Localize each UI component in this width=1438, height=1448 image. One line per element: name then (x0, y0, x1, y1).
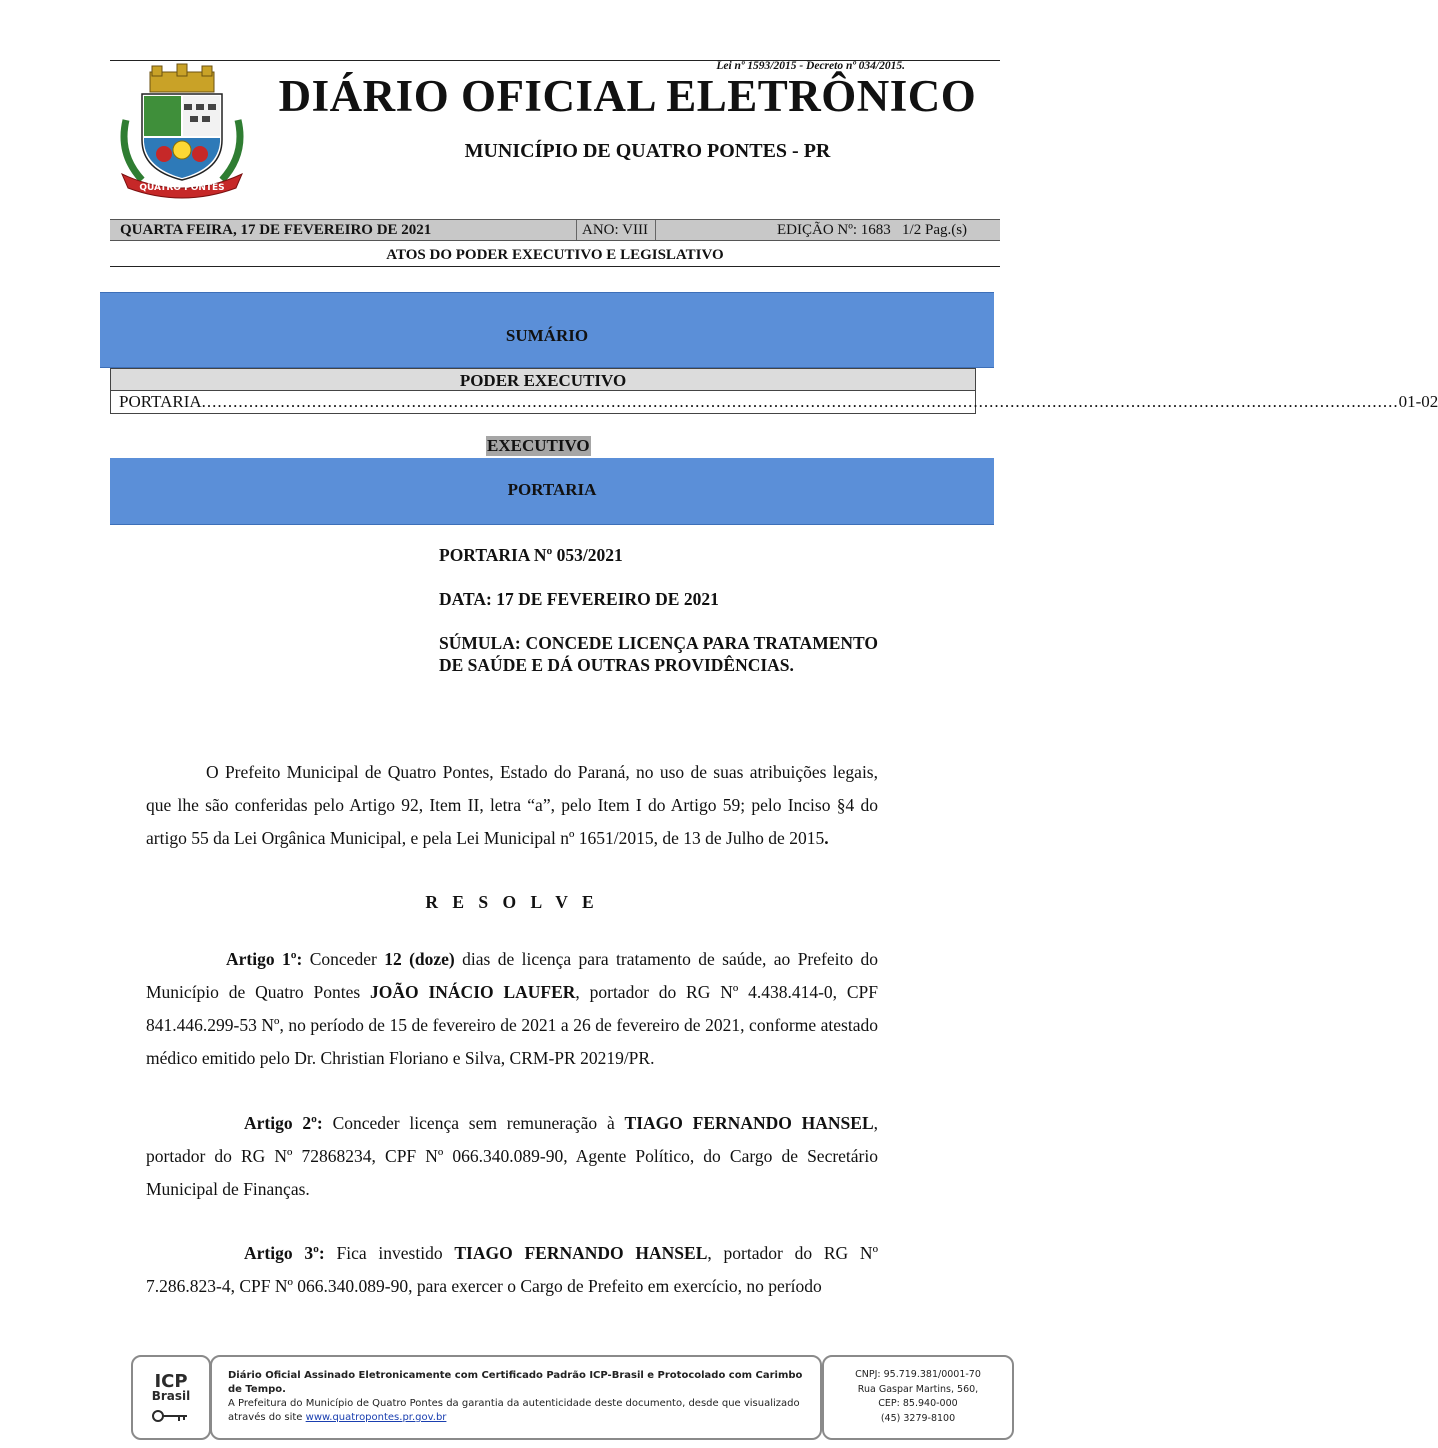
icp-brasil-seal (131, 1355, 211, 1440)
article-3-text: Fica investido (324, 1243, 455, 1263)
article-2-label: Artigo 2º: (244, 1113, 323, 1133)
intro-paragraph (146, 756, 878, 855)
intro-text: O Prefeito Municipal de Quatro Pontes, Estado do Paraná, no uso de suas atribuições legais, que lhe são conferidas pelo Artigo 92, Item II, letra “a”, pelo Item I do Artigo 59; pelo Inciso §4 do artigo 55 da Lei Orgânica Municipal, e pela Lei Municipal nº 1651/2015, de 13 de Julho de 2015 (146, 762, 878, 848)
icp-brasil-logo (133, 1373, 209, 1403)
article-3-label: Artigo 3º: (244, 1243, 325, 1263)
info-separator (655, 220, 656, 240)
summary-leader-dots: .................................................................................................................................................................................................................................... (201, 392, 1399, 411)
info-separator (576, 220, 577, 240)
article-1-text: Conceder (302, 949, 385, 969)
municipality-name: MUNICÍPIO DE QUATRO PONTES - PR (464, 140, 831, 162)
summary-item-label: PORTARIA (119, 392, 202, 411)
portaria-band (110, 458, 994, 525)
edition-date: QUARTA FEIRA, 17 DE FEVEREIRO DE 2021 (120, 222, 432, 238)
portaria-band-title: PORTARIA (507, 480, 597, 499)
municipality-website-link[interactable]: www.quatropontes.pr.gov.br (305, 1412, 447, 1423)
section-heading: ATOS DO PODER EXECUTIVO E LEGISLATIVO (386, 247, 724, 263)
portaria-date: DATA: 17 DE FEVEREIRO DE 2021 (439, 589, 719, 609)
section-rule (110, 266, 1000, 267)
resolve-heading: R E S O L V E (425, 892, 599, 912)
article-1-name: JOÃO INÁCIO LAUFER (370, 982, 576, 1002)
icp-logo-line1: ICP (154, 1371, 188, 1392)
address: Rua Gaspar Martins, 560, (857, 1383, 979, 1395)
contact-info-box (822, 1355, 1014, 1440)
crest-ribbon-text: QUATRO PONTES (139, 183, 225, 193)
summary-title: SUMÁRIO (505, 326, 589, 345)
article-3-text: , portador do RG Nº 7.286.823-4, CPF Nº 066.340.089-90, para exercer o Cargo de Prefeito em exercício, no período (146, 1243, 878, 1296)
signature-notice-box (210, 1355, 822, 1440)
summary-table (110, 368, 1438, 414)
edition-number: EDIÇÃO Nº: 1683 1/2 Pag.(s) (777, 222, 968, 238)
summary-group-header: PODER EXECUTIVO (111, 369, 975, 391)
signature-notice-prefix: através do site (228, 1412, 306, 1423)
key-icon (151, 1409, 189, 1423)
article-2-text: Conceder licença sem remuneração à (322, 1113, 625, 1133)
postal-code: CEP: 85.940-000 (878, 1398, 958, 1409)
summary-item-portaria[interactable] (119, 391, 1438, 412)
signature-notice-line3 (228, 1411, 808, 1425)
phone-number: (45) 3279-8100 (880, 1412, 956, 1424)
article-3-name: TIAGO FERNANDO HANSEL (454, 1243, 708, 1263)
intro-end: . (824, 828, 829, 848)
article-2-name: TIAGO FERNANDO HANSEL (624, 1113, 874, 1133)
article-3 (146, 1237, 878, 1303)
signature-notice-line1: Diário Oficial Assinado Eletronicamente com Certificado Padrão ICP-Brasil e Protocolado com Carimbo de Tempo. (228, 1370, 803, 1395)
summary-item-pages: 01-02 (1398, 392, 1438, 411)
article-2 (146, 1107, 878, 1206)
article-1-label: Artigo 1º: (226, 949, 303, 969)
portaria-sumula: SÚMULA: CONCEDE LICENÇA PARA TRATAMENTO DE SAÚDE E DÁ OUTRAS PROVIDÊNCIAS. (439, 633, 878, 675)
executive-label: EXECUTIVO (487, 436, 590, 455)
article-2-text: , portador do RG Nº 72868234, CPF Nº 066.340.089-90, Agente Político, do Cargo de Secretário Municipal de Finanças. (146, 1113, 878, 1199)
edition-year: ANO: VIII (582, 222, 648, 238)
cnpj: CNPJ: 95.719.381/0001-70 (855, 1369, 981, 1380)
article-1-text: , portador do RG Nº 4.438.414-0, CPF 841.446.299-53 Nº, no período de 15 de fevereiro de 2021 a 26 de fevereiro de 2021, conforme atestado médico emitido pelo Dr. Christian Floriano e Silva, CRM-PR 20219/PR. (146, 982, 879, 1068)
signature-notice-line2: A Prefeitura do Município de Quatro Pontes da garantia da autenticidade deste documento, desde que visualizado (228, 1398, 800, 1409)
portaria-number: PORTARIA Nº 053/2021 (439, 545, 623, 565)
icp-logo-line2: Brasil (151, 1389, 191, 1403)
edition-info-bar (110, 219, 1000, 241)
municipal-crest-logo (112, 62, 252, 198)
masthead-title: DIÁRIO OFICIAL ELETRÔNICO (278, 71, 977, 121)
law-reference: Lei nº 1593/2015 - Decreto nº 034/2015. (716, 60, 905, 72)
summary-band (100, 292, 994, 368)
article-1 (146, 943, 878, 1075)
article-1-text: dias de licença para tratamento de saúde, ao Prefeito do Município de Quatro Pontes (146, 949, 878, 1002)
article-1-days: 12 (doze) (384, 949, 455, 969)
